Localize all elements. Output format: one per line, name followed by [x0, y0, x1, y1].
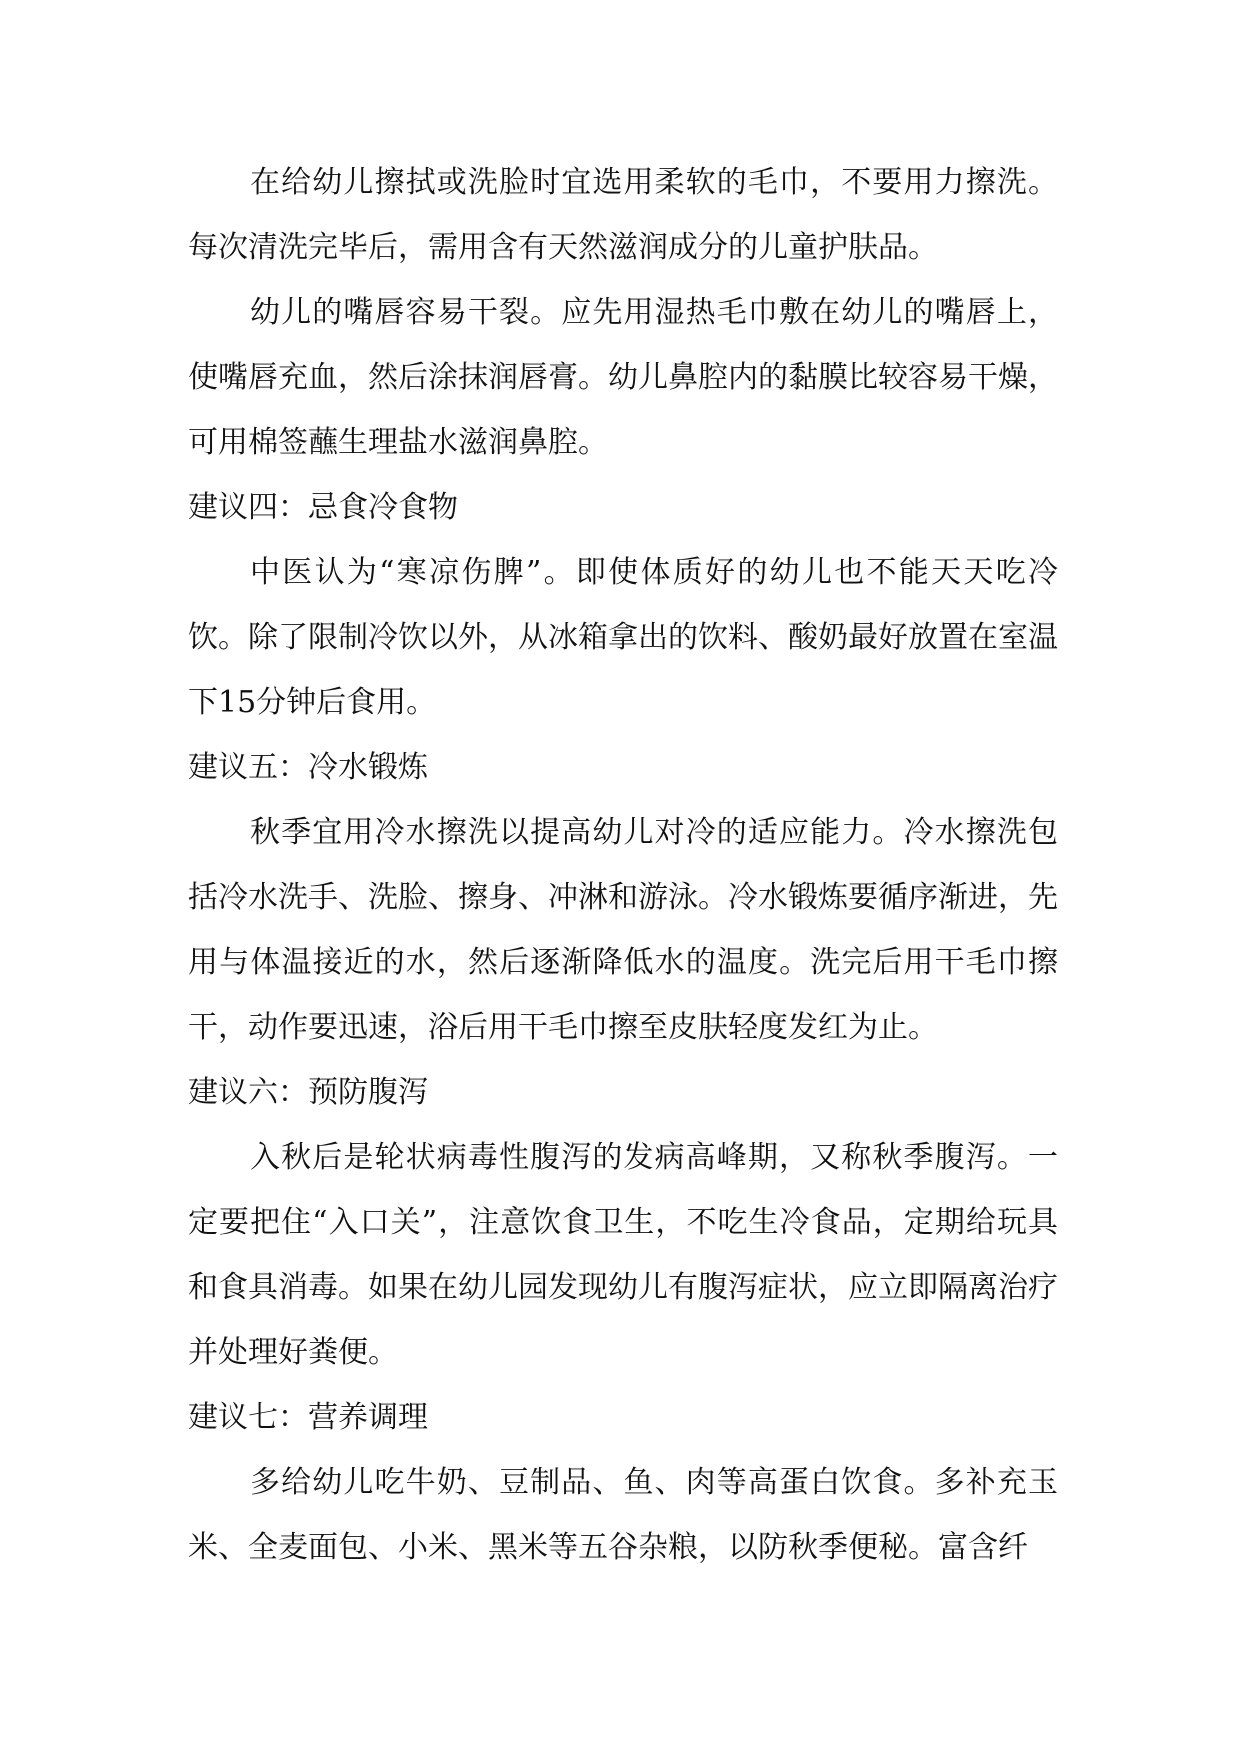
paragraph-nutrition: 多给幼儿吃牛奶、豆制品、鱼、肉等高蛋白饮食。多补充玉米、全麦面包、小米、黑米等五谷杂粮，以防秋季便秘。富含纤 [188, 1465, 1058, 1565]
heading-suggestion-four: 建议四：忌食冷食物 [188, 490, 458, 525]
document-body [188, 150, 1058, 1580]
paragraph-face-washing: 在给幼儿擦拭或洗脸时宜选用柔软的毛巾，不要用力擦洗。每次清洗完毕后，需用含有天然滋润成分的儿童护肤品。 [188, 165, 1058, 265]
heading-suggestion-seven: 建议七：营养调理 [188, 1400, 428, 1435]
paragraph-cold-food: 中医认为“寒凉伤脾”。即使体质好的幼儿也不能天天吃冷饮。除了限制冷饮以外，从冰箱拿出的饮料、酸奶最好放置在室温下15分钟后食用。 [188, 555, 1058, 720]
heading-suggestion-five: 建议五：冷水锻炼 [188, 750, 428, 785]
paragraph-cold-water-exercise: 秋季宜用冷水擦洗以提高幼儿对冷的适应能力。冷水擦洗包括冷水洗手、洗脸、擦身、冲淋和游泳。冷水锻炼要循序渐进，先用与体温接近的水，然后逐渐降低水的温度。洗完后用干毛巾擦干，动作要迅速，浴后用干毛巾擦至皮肤轻度发红为止。 [188, 815, 1058, 1045]
paragraph-lip-care: 幼儿的嘴唇容易干裂。应先用湿热毛巾敷在幼儿的嘴唇上，使嘴唇充血，然后涂抹润唇膏。幼儿鼻腔内的黏膜比较容易干燥，可用棉签蘸生理盐水滋润鼻腔。 [188, 295, 1058, 460]
paragraph-diarrhea-prevention: 入秋后是轮状病毒性腹泻的发病高峰期，又称秋季腹泻。一定要把住“入口关”，注意饮食卫生，不吃生冷食品，定期给玩具和食具消毒。如果在幼儿园发现幼儿有腹泻症状，应立即隔离治疗并处理好粪便。 [188, 1140, 1058, 1370]
heading-suggestion-six: 建议六：预防腹泻 [188, 1075, 428, 1110]
